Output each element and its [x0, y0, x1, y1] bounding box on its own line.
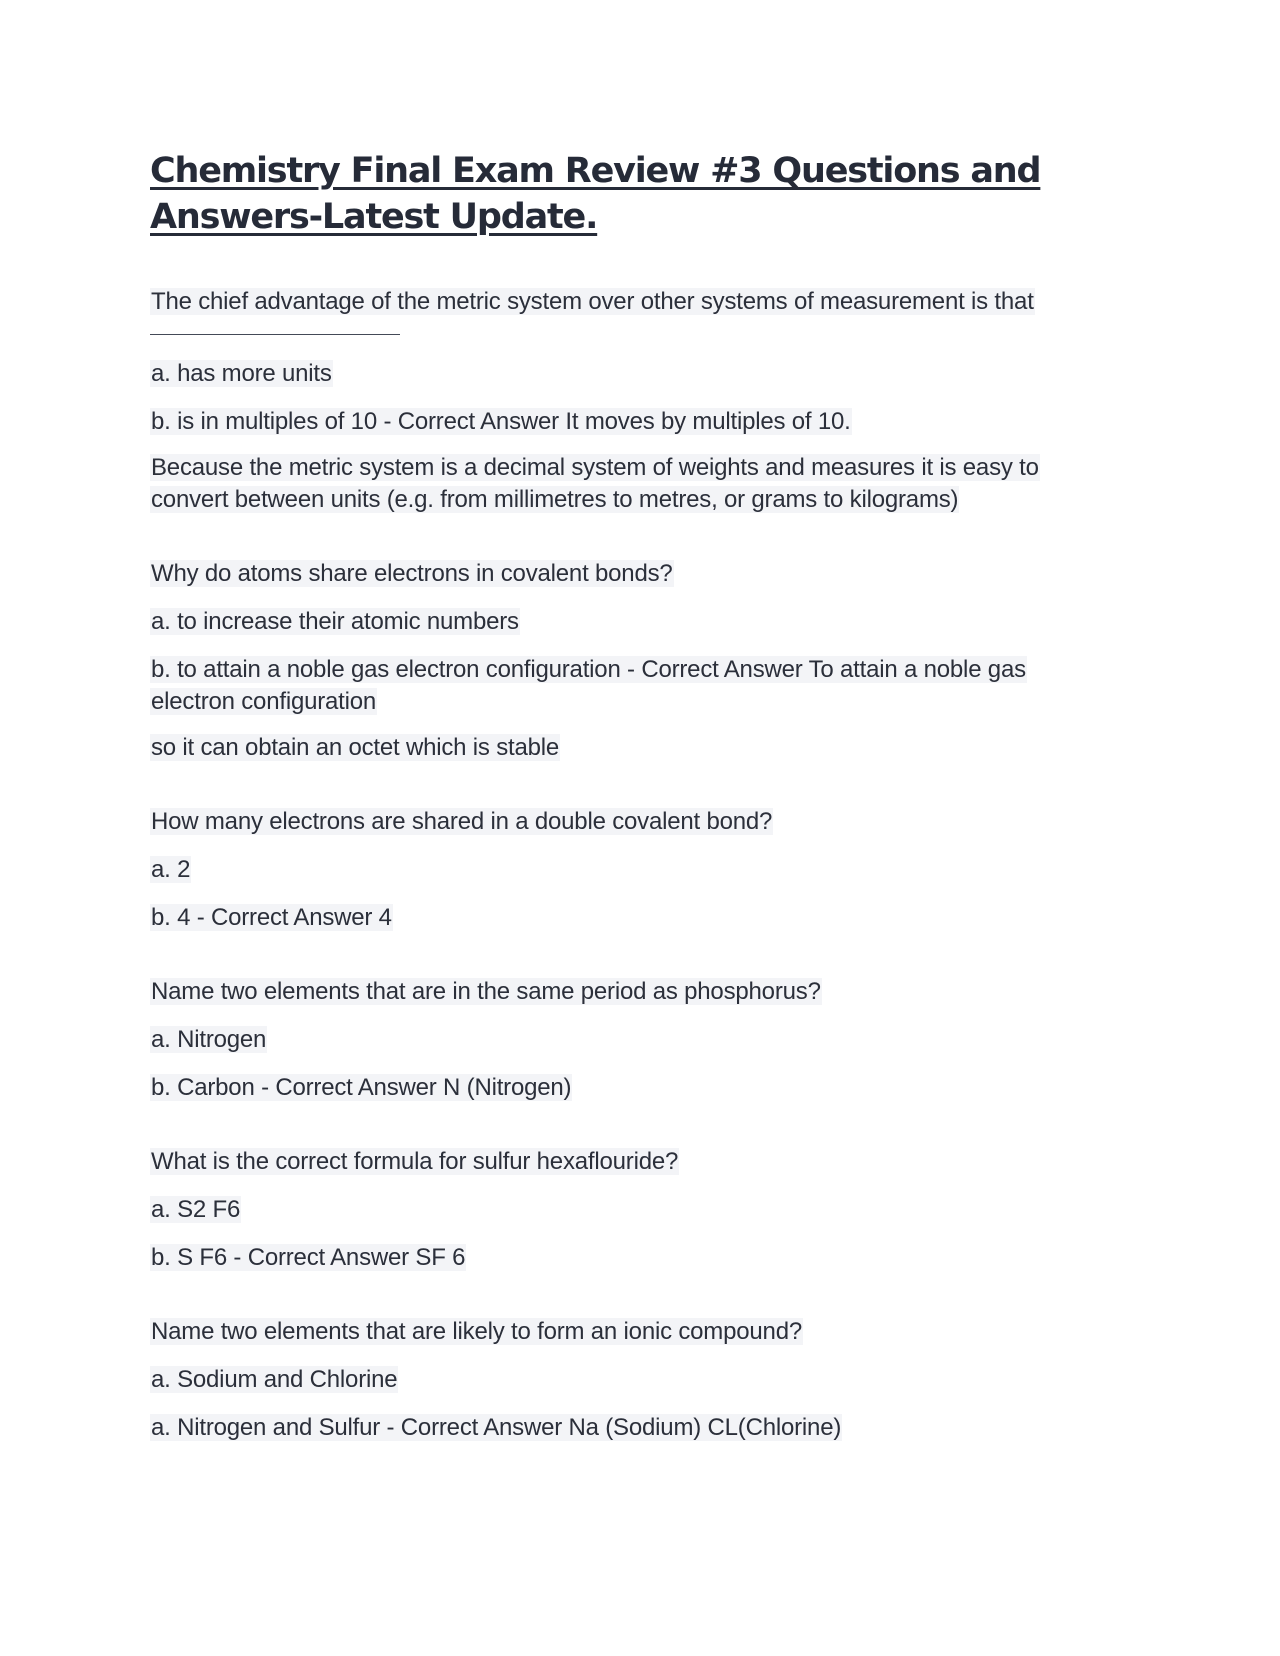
qa-block-4 [150, 976, 1110, 1104]
qa-block-2 [150, 558, 1110, 764]
option-a: a. 2 [151, 856, 191, 883]
explanation-text: so it can obtain an octet which is stable [151, 734, 560, 761]
document-title [150, 148, 1050, 240]
question-text: Name two elements that are likely to form an ionic compound? [151, 1318, 802, 1345]
title-line-1: Chemistry Final Exam Review #3 Questions and [150, 151, 1041, 191]
qa-block-6 [150, 1316, 1110, 1444]
answer-blank [150, 318, 1110, 344]
option-a: a. to increase their atomic numbers [151, 608, 519, 635]
qa-block-3 [150, 806, 1110, 934]
question-text: How many electrons are shared in a double covalent bond? [151, 808, 773, 835]
title-line-2: Answers-Latest Update. [150, 197, 598, 237]
question-text: Name two elements that are in the same period as phosphorus? [151, 978, 821, 1005]
question-text: The chief advantage of the metric system over other systems of measurement is that [151, 288, 1034, 315]
option-b-correct-answer: b. 4 - Correct Answer 4 [151, 904, 392, 931]
option-b-correct-answer: b. Carbon - Correct Answer N (Nitrogen) [151, 1074, 572, 1101]
option-a: a. Nitrogen [151, 1026, 267, 1053]
option-a: a. Sodium and Chlorine [151, 1366, 398, 1393]
option-b-correct-answer: a. Nitrogen and Sulfur - Correct Answer Na (Sodium) CL(Chlorine) [151, 1414, 842, 1441]
question-text: What is the correct formula for sulfur hexaflouride? [151, 1148, 679, 1175]
option-b-correct-answer: b. S F6 - Correct Answer SF 6 [151, 1244, 466, 1271]
explanation-text: Because the metric system is a decimal system of weights and measures it is easy to convert between units (e.g. from millimetres to metres, or grams to kilograms) [151, 454, 1039, 513]
qa-block-1 [150, 286, 1110, 516]
option-a: a. has more units [151, 360, 332, 387]
option-b-correct-answer: b. to attain a noble gas electron configuration - Correct Answer To attain a noble gas electron configuration [151, 656, 1026, 715]
option-a: a. S2 F6 [151, 1196, 241, 1223]
question-text: Why do atoms share electrons in covalent bonds? [151, 560, 673, 587]
option-b-correct-answer: b. is in multiples of 10 - Correct Answer It moves by multiples of 10. [151, 408, 851, 435]
qa-block-5 [150, 1146, 1110, 1274]
document-page [150, 148, 1110, 1444]
answer-blank-line [150, 318, 400, 335]
